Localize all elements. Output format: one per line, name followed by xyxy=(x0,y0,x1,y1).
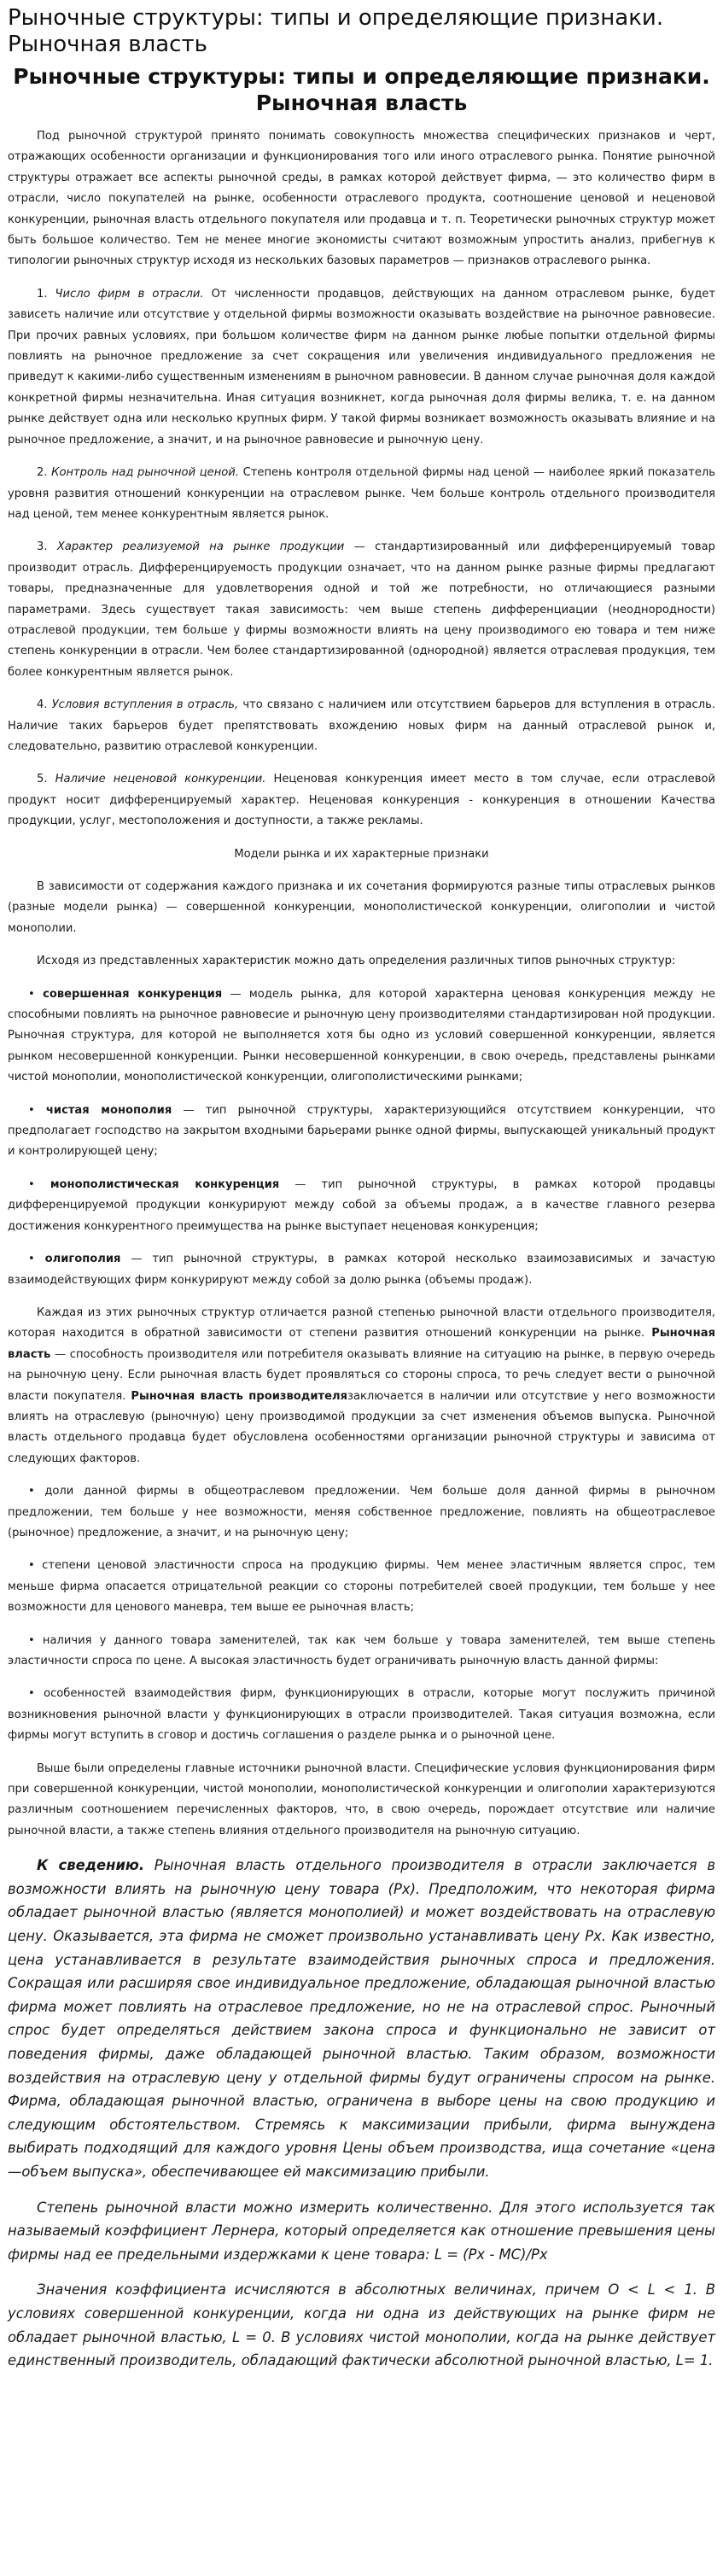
producer-power-term: Рыночная власть производителя xyxy=(131,1389,347,1403)
notice-section xyxy=(8,1854,715,2372)
models-intro: В зависимости от содержания каждого признака и их сочетания формируются разные типы отраслевых рынков (разные модели рынка) — совершенной конкуренции, монополистической конкуренции, олигополии и чистой монополии. xyxy=(8,880,715,935)
factor-item: • доли данной фирмы в общеотраслевом предложении. Чем больше доля данной фирмы в рыночном предложении, тем больше у нее возможности, меняя собственное предложение, повлиять на общеотраслевое (рыночное) предложение, а значит, и на рыночную цену; xyxy=(8,1485,715,1539)
model-term: олигополия xyxy=(44,1253,121,1266)
notice-paragraph-2: Степень рыночной власти можно измерить количественно. Для этого используется так называемый коэффициент Лернера, который определяется как отношение превышения цены фирмы над ее предельными издержками к цене товара: L = (Px - MC)/Px xyxy=(8,2199,715,2263)
factor-text: степени ценовой эластичности спроса на продукцию фирмы. Чем менее эластичным является спрос, тем меньше фирма опасается отрицательной реакции со стороны потребителей своей продукции, тем больше у нее возможности для ценового маневра, тем выше ее рыночная власть; xyxy=(8,1559,715,1615)
power-summary: Выше были определены главные источники рыночной власти. Специфические условия функционирования фирм при совершенной конкуренции, чистой монополии, монополистической конкуренции и олигополии характеризуются различным соотношением перечисленных факторов, что, в свою очередь, порождает отсутствие или наличие рыночной власти, а также степень влияния отдельного производителя на рыночную ситуацию. xyxy=(8,1761,715,1837)
criterion-title: Контроль над рыночной ценой. xyxy=(51,466,239,480)
criterion-text: Неценовая конкуренция имеет место в том случае, если отраслевой продукт носит дифференцируемый характер. Неценовая конкуренция - конкуренция в отношении Качества продукции, услуг, местоположения и доступности, а также рекламы. xyxy=(8,773,715,828)
criterion-number: 5. xyxy=(37,773,48,786)
market-power-term: Рыночная власть xyxy=(8,1327,715,1361)
factor-text: доли данной фирмы в общеотраслевом предложении. Чем больше доля данной фирмы в рыночном предложении, тем больше у нее возможности, меняя собственное предложение, повлиять на общеотраслевое (рыночное) предложение, а значит, и на рыночную цену; xyxy=(8,1485,715,1539)
factor-text: наличия у данного товара заменителей, так как чем больше у товара заменителей, тем выше степень эластичности спроса по цене. А высокая эластичность будет ограничивать рыночную власть данной фирмы: xyxy=(8,1633,715,1668)
criterion-5 xyxy=(8,769,715,832)
notice-paragraph-1 xyxy=(8,1854,715,2183)
models-heading: Модели рынка и их характерные признаки xyxy=(234,847,489,861)
model-term: чистая монополия xyxy=(45,1103,172,1117)
criterion-number: 3. xyxy=(37,540,48,554)
criterion-title: Условия вступления в отрасль, xyxy=(51,698,239,712)
article-heading: Рыночные структуры: типы и определяющие признаки. Рыночная власть xyxy=(13,64,710,115)
model-pure-monopoly: • чистая монополия — тип рыночной структуры, характеризующийся отсутствием конкуренции, что предполагает господство на закрытом входными барьерами рынке одной фирмы, выпускающей уникальный продукт и контролирующей цену; xyxy=(8,1103,715,1159)
models-lead: Исходя из представленных характеристик можно дать определения различных типов рыночных структур: xyxy=(37,955,676,968)
criterion-4 xyxy=(8,695,715,757)
market-power-text: заключается в наличии или отсутствие у него возможности влиять на отраслевую (рыночную) цену производимой продукции за счет изменения объемов выпуска. Рыночной власть отдельного продавца будет обусловлена особенностями организации рыночной структуры и зависима от следующих факторов. xyxy=(8,1389,716,1465)
criterion-text: Степень контроля отдельной фирмы над ценой — наиболее яркий показатель уровня развития отношений конкуренции на отраслевом рынке. Чем больше контроль отдельного производителя над ценой, тем менее конкурентным является рынок. xyxy=(8,466,715,521)
model-definition: — тип рыночной структуры, в рамках которой несколько взаимозависимых и зачастую взаимодействующих фирм конкурируют между собой за долю рынка (объемы продаж). xyxy=(8,1253,715,1287)
market-power-text: Каждая из этих рыночных структур отличается разной степенью рыночной власти отдельного производителя, которая находится в обратной зависимости от степени развития отношений конкуренции на рынке. xyxy=(8,1306,715,1341)
article-body xyxy=(8,126,715,1842)
model-term: монополистическая конкуренция xyxy=(50,1177,280,1191)
market-power-text: — способность производителя или потребителя оказывать влияние на ситуацию на рынке, в первую очередь на рыночную цену. Если рыночная власть будет проявляться со стороны спроса, то речь следует вести о рыночной власти покупателя. xyxy=(8,1347,715,1403)
factor-text: особенностей взаимодействия фирм, функционирующих в отрасли, которые могут послужить причиной возникновения рыночной власти у функционирующих в отрасли производителей. Такая ситуация возможна, если фирмы могут вступить в сговор и достичь соглашения о разделе рынка и о рыночной цене. xyxy=(8,1687,715,1743)
notice-text: Рыночная власть отдельного производителя в отрасли заключается в возможности влиять на рыночную цену товара (Px). Предположим, что некоторая фирма обладает рыночной властью (является монополией) и может воздействовать на отраслевую цену. Оказывается, эта фирма не сможет произвольно устанавливать цену Px. Как известно, цена устанавливается в результате взаимодействия рыночных спроса и предложения. Сокращая или расширяя свое индивидуальное предложение, обладающая рыночной властью фирма может повлиять на отраслевое предложение, но не на отраслевой спрос. Рыночный спрос будет определяться действием закона спроса и функционально не зависит от поведения фирмы, даже обладающей рыночной властью. Таким образом, возможности воздействия на отраслевую цену у отдельной фирмы будут ограничены спросом на рынке. Фирма, обладающая рыночной властью, ограничена в выборе цены на свою продукцию и следующим обстоятельством. Стремясь к максимизации прибыли, фирма вынуждена выбирать подходящий для каждого уровня Цены объем производства, ища сочетание «цена—объем выпуска», обеспечивающее ей максимизацию прибыли. xyxy=(8,1857,715,2180)
market-power-paragraph xyxy=(8,1303,715,1469)
criterion-text: — стандартизированный или дифференцируемый товар производит отрасль. Дифференцируемость продукции означает, что на данном рынке разные фирмы предлагают товары, предназначенные для удовлетворения одной и той же потребности, но отличающиеся разными параметрами. Здесь существует такая зависимость: чем выше степень дифференциации (неоднородности) отраслевой продукции, тем больше у фирмы возможности влиять на цену производимого ею товара и тем ниже степень конкуренции в отрасли. Чем более стандартизированной (однородной) является отраслевая продукция, тем более конкурентным является рынок. xyxy=(8,540,715,679)
factor-item: • степени ценовой эластичности спроса на продукцию фирмы. Чем менее эластичным является спрос, тем меньше фирма опасается отрицательной реакции со стороны потребителей своей продукции, тем больше у нее возможности для ценового маневра, тем выше ее рыночная власть; xyxy=(8,1559,715,1615)
notice-label: К сведению. xyxy=(37,1857,145,1874)
model-definition: — тип рыночной структуры, характеризующийся отсутствием конкуренции, что предполагает господство на закрытом входными барьерами рынке одной фирмы, выпускающей уникальный продукт и контролирующей цену; xyxy=(8,1103,715,1159)
intro-paragraph: Под рыночной структурой принято понимать совокупность множества специфических признаков и черт, отражающих особенности организации и функционирования того или иного отраслевого рынка. Понятие рыночной структуры отражает все аспекты рыночной среды, в рамках которой действует фирма, — это количество фирм в отрасли, число покупателей на рынке, особенности отраслевого продукта, соотношение ценовой и неценовой конкуренции, рыночная власть отдельного покупателя или продавца и т. п. Теоретически рыночных структур может быть большое количество. Тем не менее многие экономисты считают возможным упростить анализ, прибегнув к типологии рыночных структур исходя из нескольких базовых параметров — признаков отраслевого рынка. xyxy=(8,130,715,268)
factor-item: • наличия у данного товара заменителей, так как чем больше у товара заменителей, тем выше степень эластичности спроса по цене. А высокая эластичность будет ограничивать рыночную власть данной фирмы: xyxy=(8,1633,715,1668)
criterion-2 xyxy=(8,463,715,525)
criterion-1 xyxy=(8,284,715,451)
criterion-number: 4. xyxy=(37,698,48,712)
criterion-title: Число фирм в отрасли. xyxy=(55,287,204,301)
criterion-title: Наличие неценовой конкуренции. xyxy=(55,773,266,786)
criterion-text: что связано с наличием или отсутствием барьеров для вступления в отрасль. Наличие таких барьеров будет препятствовать вхождению новых фирм на данный отраслевой рынок и, следовательно, развитию отраслевой конкуренции. xyxy=(8,698,715,753)
model-monopolistic-competition: • монополистическая конкуренция — тип рыночной структуры, в рамках которой продавцы дифференцируемой продукции конкурируют между собой за объемы продаж, а в качестве главного резерва достижения конкурентного преимущества на рынке выступает неценовая конкуренция; xyxy=(8,1177,715,1233)
criterion-title: Характер реализуемой на рынке продукции xyxy=(56,540,345,554)
model-definition: — модель рынка, для которой характерна ценовая конкуренция между не способными повлиять на рыночное равновесие и рыночную цену производителями стандартизирован ной продукции. Рыночная структура, для которой не выполняется хотя бы одно из условий совершенной конкуренции, является рынком несовершенной конкуренции. Рынки несовершенной конкуренции, в свою очередь, представлены рынками чистой монополии, монополистической конкуренции, олигополистическими рынками; xyxy=(8,987,715,1084)
model-definition: — тип рыночной структуры, в рамках которой продавцы дифференцируемой продукции конкурируют между собой за объемы продаж, а в качестве главного резерва достижения конкурентного преимущества на рынке выступает неценовая конкуренция; xyxy=(8,1177,715,1233)
criterion-number: 2. xyxy=(37,466,48,480)
criterion-3 xyxy=(8,537,715,683)
model-term: совершенная конкуренция xyxy=(43,987,223,1001)
notice-paragraph-3: Значения коэффициента исчисляются в абсолютных величинах, причем О < L < 1. В условиях совершенной конкуренции, когда ни одна из действующих на рынке фирм не обладает рыночной властью, L = 0. В условиях чистой монополии, когда на рынке действует единственный производитель, обладающий фактически абсолютной рыночной властью, L= 1. xyxy=(8,2281,715,2369)
model-perfect-competition: • совершенная конкуренция — модель рынка, для которой характерна ценовая конкуренция между не способными повлиять на рыночное равновесие и рыночную цену производителями стандартизирован ной продукции. Рыночная структура, для которой не выполняется хотя бы одно из условий совершенной конкуренции, является рынком несовершенной конкуренции. Рынки несовершенной конкуренции, в свою очередь, представлены рынками чистой монополии, монополистической конкуренции, олигополистическими рынками; xyxy=(8,987,715,1084)
criterion-text: От численности продавцов, действующих на данном отраслевом рынке, будет зависеть наличие или отсутствие у отдельной фирмы возможности оказывать воздействие на рыночное равновесие. При прочих равных условиях, при большом количестве фирм на данном рынке любые попытки отдельной фирмы повлиять на рыночное предложение за счет сокращения или увеличения индивидуального предложения не приведут к какими-либо существенным изменениям в рыночном равновесии. В данном случае рыночная доля каждой конкретной фирмы незначительна. Иная ситуация возникнет, когда рыночная доля фирмы велика, т. е. на данном рынке действует одна или несколько крупных фирм. У такой фирмы возникает возможность оказывать влияние и на рыночное предложение, а значит, и на рыночное равновесие и рыночную цену. xyxy=(8,287,715,447)
page-title: Рыночные структуры: типы и определяющие признаки. Рыночная власть xyxy=(8,5,664,57)
model-oligopoly: • олигополия — тип рыночной структуры, в рамках которой несколько взаимозависимых и зачастую взаимодействующих фирм конкурируют между собой за долю рынка (объемы продаж). xyxy=(8,1253,715,1287)
factor-item: • особенностей взаимодействия фирм, функционирующих в отрасли, которые могут послужить причиной возникновения рыночной власти у функционирующих в отрасли производителей. Такая ситуация возможна, если фирмы могут вступить в сговор и достичь соглашения о разделе рынка и о рыночной цене. xyxy=(8,1687,715,1743)
criterion-number: 1. xyxy=(37,287,48,301)
